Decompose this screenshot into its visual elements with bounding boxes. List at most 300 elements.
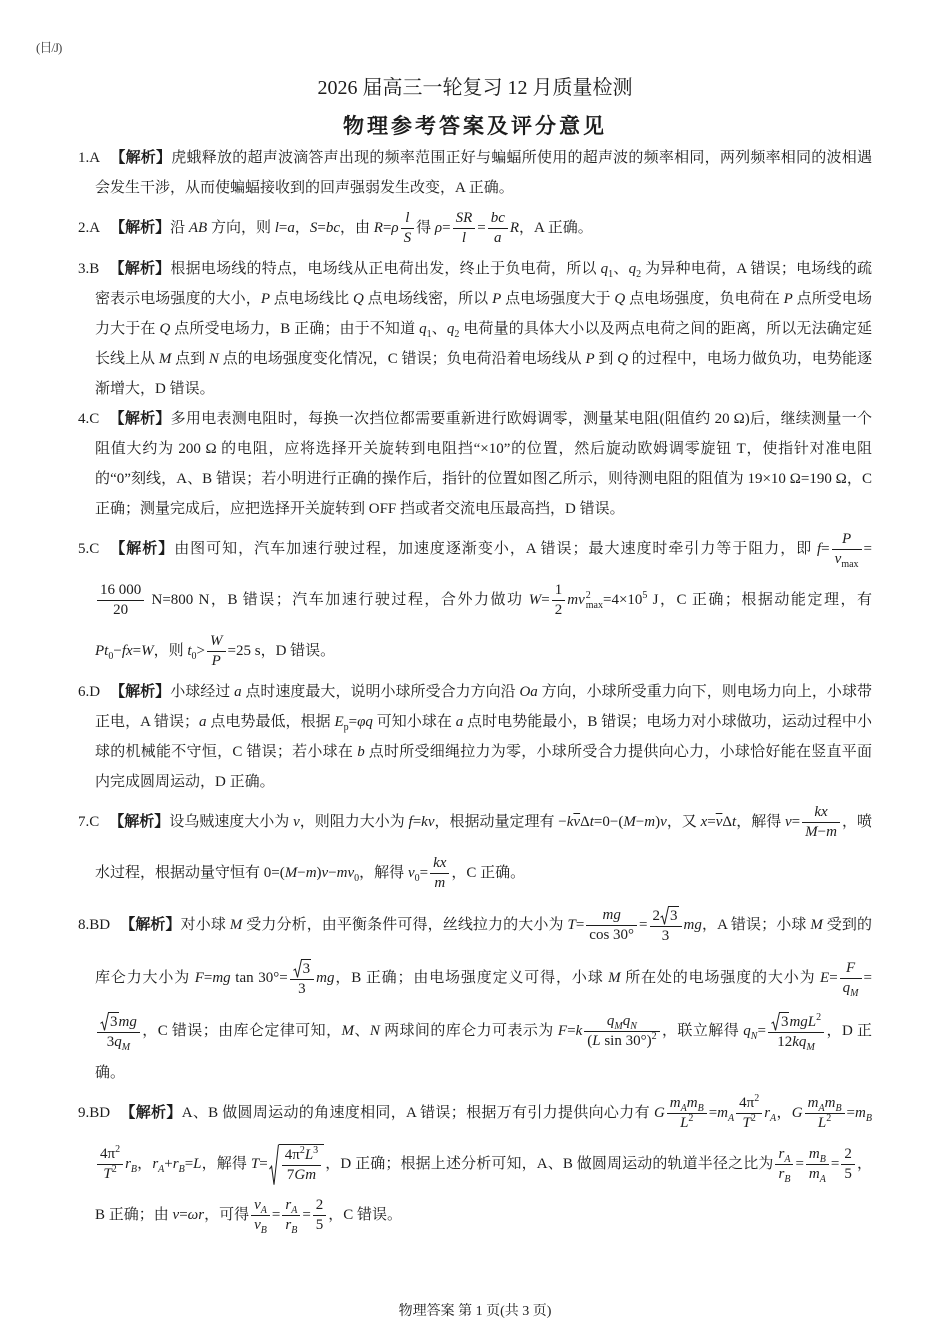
subscript: A [158,1163,165,1175]
text-run: ，由 [340,219,374,236]
text-run: ，D 正确；根据上述分析可知，A、B 做圆周运动的轨道半径之比为 [325,1155,774,1172]
text-run: 可知小球在 [372,714,456,730]
math-variable: G [653,1104,665,1121]
text-run: ，C 错误。 [328,1206,403,1223]
fraction-numerator [401,210,415,228]
math-variable: E [334,714,344,730]
math-variable: m [669,1095,681,1111]
analysis-label: 【解析】 [109,261,171,277]
text-run: ，解得 [736,813,785,830]
math-variable: k [575,1022,583,1039]
math-variable: L [592,1033,601,1049]
math-variable: S [403,230,412,246]
text-run: = [707,813,716,830]
math-variable: a [234,684,242,700]
answer-number: 5.C [78,540,100,557]
text-run: ，则阻力大小为 [299,813,409,830]
math-variable: m [824,1095,836,1111]
text-run: 点电场线比 [269,291,353,307]
answer-explanation [95,804,872,891]
text-run: 点的电场强度变化情况，C 错误；负电荷沿着电场线从 [218,351,586,367]
math-variable: v [254,1197,261,1213]
math-variable: Pt [95,642,109,659]
answer-number: 8.BD [78,916,111,933]
math-variable: M [284,864,298,881]
sub-superscript [586,591,603,611]
subscript: N [750,1030,758,1042]
math-variable: l [274,219,279,236]
text-run: 由图可知，汽车加速行驶过程，加速度逐渐变小，A 错误；最大速度时牵引力等于阻力，即 [174,540,817,557]
fraction-denominator [832,549,862,568]
math-variable: T [567,916,576,933]
math-variable: v [834,551,842,567]
fraction-numerator [806,1146,829,1164]
radical-sign-icon [293,959,302,978]
text-run: 两球间的库仑力可表示为 [379,1022,558,1039]
text-run: = [278,219,288,236]
math-variable: m [717,1104,729,1121]
math-variable: L [304,1146,314,1163]
fraction-denominator [806,1164,829,1183]
math-variable: v [254,1217,261,1233]
square-root [293,959,312,978]
math-variable: T [250,1155,260,1172]
math-variable: k [566,813,574,830]
text-run: = [829,969,838,986]
fraction-denominator [97,600,144,619]
math-variable: mg [118,1014,137,1030]
text-run: = [132,642,142,659]
text-run: = [302,1206,311,1223]
text-run: 2 [844,1146,852,1162]
math-variable: R [509,219,520,236]
subscript: B [784,1174,791,1185]
subscript: 1 [608,269,614,280]
fraction-denominator [282,1165,321,1184]
fraction [649,899,683,952]
radicand [109,1012,119,1031]
math-variable: N [208,351,219,367]
math-variable: kx [433,855,447,871]
page-footer: 物理答案 第 1 页(共 3 页) [398,1304,552,1319]
analysis-label: 【解析】 [110,150,172,166]
text-run: = [348,714,358,730]
subscript: A [770,1112,777,1124]
text-run: ，B 正确；由 [95,1155,872,1223]
math-variable: M [229,916,243,933]
math-variable: q [606,1013,615,1029]
text-run: 得 [416,219,435,236]
answer-explanation [95,684,872,790]
subscript: max [585,599,603,611]
text-run: = [757,1022,766,1039]
math-variable: v [407,864,415,881]
text-run: ，则 [153,642,188,659]
text-run: cos 30° [589,927,635,943]
text-run: ( [587,1033,593,1049]
math-variable: a [455,714,464,730]
text-run: = [179,1206,188,1223]
math-variable: Q [159,321,171,337]
fraction-denominator [768,1032,824,1051]
math-variable: r [285,1197,292,1213]
math-variable: r [285,1217,292,1233]
text-run: ，喷水过程，根据动量守恒有 0=( [95,813,872,881]
fraction-denominator [207,651,226,670]
text-run: Δ [580,813,590,830]
math-variable: F [194,969,204,986]
fraction [281,1146,322,1186]
math-variable: P [211,653,221,669]
fraction-numerator [282,1197,300,1215]
fraction [96,1139,124,1190]
fraction-denominator [841,1164,855,1183]
text-run: = [708,1104,718,1121]
answer-item [78,524,872,677]
text-run: 4π [739,1095,755,1111]
text-run: 3 [780,1014,789,1030]
text-run: = [271,1206,281,1223]
text-run: 对小球 [180,916,230,933]
math-variable: M [805,824,818,840]
text-run: = [382,219,392,236]
superscript: 2 [816,1012,822,1023]
math-variable: mg [316,969,335,986]
text-run: = [863,969,872,986]
math-variable: ρ [391,219,399,236]
text-run: 点到 [171,351,209,367]
superscript: 2 [754,1093,760,1104]
fraction-denominator [586,925,637,944]
math-variable: v [784,813,792,830]
text-run: − [817,824,827,840]
math-variable: mgL [789,1014,817,1030]
fraction-numerator [488,210,508,228]
text-run: ，可得 [204,1206,250,1223]
analysis-label: 【解析】 [120,1104,182,1121]
math-variable: f [817,540,822,557]
superscript: 2 [750,1113,756,1124]
subscript: B [697,1103,704,1114]
text-run: = [791,813,801,830]
text-run: 点时电势能最小，B 错误；电场力对小球做功，运动过程中小球的机械能不守恒，C 错误；若小球在 [95,714,872,760]
fraction-numerator [840,960,862,978]
text-run: tan 30°= [230,969,288,986]
math-variable: Oa [519,684,538,700]
fraction [452,203,477,254]
text-run: 2 [554,602,563,618]
answer-explanation [95,907,872,1081]
fraction [289,952,316,1005]
text-run: 4π [100,1146,116,1162]
radical-sign-icon [269,1144,279,1186]
fraction-numerator [650,906,682,926]
fraction-numerator [832,531,862,549]
math-variable: q [600,261,609,277]
analysis-label: 【解析】 [120,916,181,933]
subscript: 1 [426,329,432,340]
text-run: 点所受电场力大于在 [95,291,872,337]
math-variable: a [287,219,295,236]
fraction-numerator [313,1197,327,1215]
text-run: = [795,1155,804,1172]
math-variable: mg [602,907,621,923]
text-run: 点电场强度，负电荷在 [625,291,784,307]
math-variable: q [622,1013,631,1029]
answer-explanation [95,531,872,669]
answer-explanation [95,150,872,196]
text-run: = [442,219,451,236]
fraction-numerator [97,582,144,600]
fraction-denominator [802,822,840,841]
math-variable: q [842,980,851,996]
text-run: ，B 正确；由电场强度定义可得，小球 [334,969,609,986]
text-run: = [639,916,648,933]
fraction-numerator [290,959,315,979]
superscript: 2 [299,1144,305,1156]
answer-explanation [170,210,593,246]
text-run: 7 [286,1166,295,1183]
text-run: = [567,1022,576,1039]
text-run: 、 [354,1022,370,1039]
answer-item [78,254,872,404]
text-run: 、 [613,261,629,277]
answer-item [78,677,872,797]
text-run: 受力分析，由平衡条件可得，丝线拉力的大小为 [242,916,568,933]
math-variable: m [808,1146,820,1162]
subscript: M [121,1042,131,1053]
math-variable: r [125,1155,131,1172]
math-variable: M [810,916,823,933]
math-variable: kq [792,1034,807,1050]
math-variable: M [608,969,621,986]
fraction [429,848,450,899]
radical-sign-icon [660,906,669,925]
text-run: 1 [554,582,563,598]
fraction [487,203,509,254]
math-variable: W [210,633,223,649]
text-run: =4×10 [602,591,643,608]
superscript: 2 [111,1164,117,1175]
text-run: = [184,1155,194,1172]
analysis-label: 【解析】 [109,813,170,830]
text-run: 3 [298,981,306,997]
math-variable: v [660,813,667,830]
fraction-numerator [430,855,449,873]
math-variable: AB [188,219,208,236]
overlined-variable: $\overline{v}$ [573,813,581,830]
fraction-numerator [841,1146,855,1164]
math-variable: f [408,813,413,830]
text-run: 受到的库仑力大小为 [95,916,872,986]
fraction-numerator [586,907,637,925]
text-run: 点电势最低，根据 [206,714,335,730]
subscript: 2 [636,269,642,280]
answer-number: 2.A [78,219,101,236]
text-run: 点电场线密，所以 [363,291,493,307]
math-variable: S [309,219,318,236]
superscript: 2 [688,1113,694,1124]
answer-number: 4.C [78,411,100,427]
math-variable: bc [325,219,341,236]
math-variable: q [628,261,637,277]
text-run: = [830,1155,840,1172]
text-run: ，根据动量定理有 − [434,813,567,830]
fraction-denominator [775,1164,793,1183]
corner-mark: (日/J) [36,40,62,55]
math-variable: Gm [294,1166,317,1183]
text-run: 16 000 [100,582,142,598]
text-run: ，又 [666,813,701,830]
fraction-numerator [453,210,476,228]
superscript: 2 [651,1031,657,1042]
subscript: B [819,1154,826,1165]
text-run: 5 [844,1166,852,1182]
math-variable: m [826,824,837,840]
text-run: Δ [722,813,733,830]
fraction [831,524,863,575]
subscript: A [728,1112,735,1124]
text-run: = [541,591,550,608]
text-run: 点所受电场力，B 正确；由于不知道 [170,321,420,337]
fraction-numerator [97,1146,123,1164]
math-variable: Q [614,291,626,307]
radicand [669,906,679,925]
text-run: ，A 正确。 [519,219,593,236]
fraction [250,1190,271,1241]
text-run: 沿 [170,219,189,236]
radical-sign-icon [771,1012,780,1031]
math-variable: r [764,1104,771,1121]
text-run: = [317,219,326,236]
fraction [96,575,145,626]
math-variable: q [114,1034,122,1050]
fraction-denominator [667,1113,707,1132]
math-variable: x [700,813,708,830]
analysis-label: 【解析】 [109,540,175,557]
fraction [551,575,567,626]
text-run: > [196,642,206,659]
text-run: ，D 正确。 [95,1022,872,1081]
math-variable: v [293,813,300,830]
math-variable: m [808,1166,820,1182]
subscript: B [260,1225,267,1236]
math-variable: R [373,219,383,236]
text-run: ，C 错误；由库仑定律可知， [141,1022,342,1039]
math-variable: W [141,642,154,659]
text-run: = [477,219,486,236]
text-run: ， [137,1155,153,1172]
math-variable: ρ [434,219,443,236]
fraction-denominator [313,1215,327,1234]
text-run: N=800 N，B 错误；汽车加速行驶过程，合外力做功 [146,591,529,608]
fraction [281,1190,301,1241]
text-run: 20 [113,602,129,618]
fraction [666,1088,708,1139]
math-variable: φq [357,714,373,730]
text-run: 3 [670,908,678,924]
math-variable: v [321,864,329,881]
subscript: M [614,1021,623,1032]
fraction [801,797,841,848]
math-variable: q [419,321,427,337]
fraction-numerator [667,1095,707,1113]
text-run: ，解得 [201,1155,251,1172]
text-run: ，A 错误；小球 [701,916,811,933]
text-run: 设乌贼速度大小为 [169,813,294,830]
radicand [780,1012,790,1031]
radicand [279,1144,324,1186]
math-variable: P [842,531,852,547]
math-variable: l [405,210,410,226]
fraction [96,1005,141,1058]
math-variable: SR [455,210,473,226]
subscript: A [818,1103,825,1114]
text-run: 的过程中，电场力做负功，电势能逐渐增大，D 错误。 [95,351,872,397]
text-run: = [412,813,422,830]
text-run: 3 [302,961,311,977]
subscript: B [178,1163,185,1175]
math-variable: r [172,1155,179,1172]
math-variable: W [528,591,542,608]
text-run: 到 [594,351,618,367]
text-run: A、B 做圆周运动的角速度相同，A 错误；根据万有引力提供向心力有 [181,1104,654,1121]
subscript: B [835,1103,842,1114]
answer-item [78,203,872,254]
math-variable: P [585,351,595,367]
math-variable: E [820,969,830,986]
answer-number: 3.B [78,261,100,277]
answer-item [78,1088,872,1241]
text-run: J，C 正确；根据动能定理，有 [647,591,872,608]
math-variable: l [461,230,466,246]
math-variable: t [732,813,737,830]
text-run: − [328,864,337,881]
subscript: 2 [454,329,460,340]
fraction [804,1088,846,1139]
fraction-denominator [290,979,315,998]
math-variable: mv [567,591,585,608]
text-run: 所在处的电场强度的大小为 [620,969,821,986]
text-run: 方向，则 [207,219,275,236]
math-variable: r [778,1146,785,1162]
text-run: 点时速度最大，说明小球所受合力方向沿 [241,684,520,700]
math-variable: L [193,1155,202,1172]
text-run: − [635,813,645,830]
subscript: max [841,559,859,570]
text-run: 方向，小球所受重力向下，则电场力向上，小球带正电，A 错误； [95,684,872,730]
fraction-denominator [650,926,682,945]
page-subtitle: 物理参考答案及评分意见 [343,114,607,138]
text-run: sin 30°) [600,1033,652,1049]
subscript: 0 [108,650,114,662]
analysis-label: 【解析】 [110,684,171,700]
math-variable: r [152,1155,159,1172]
fraction-denominator [251,1215,270,1234]
text-run: = [863,540,872,557]
fraction-numerator [207,633,226,651]
text-run: = [419,864,429,881]
subscript: B [865,1112,872,1124]
text-run: + [164,1155,173,1172]
answer-explanation [95,261,872,397]
math-variable: G [791,1104,803,1121]
math-variable: ωr [187,1206,205,1223]
answer-number: 9.BD [78,1104,111,1121]
math-variable: m [434,875,446,891]
superscript: 3 [313,1144,319,1156]
square-root [269,1144,324,1186]
